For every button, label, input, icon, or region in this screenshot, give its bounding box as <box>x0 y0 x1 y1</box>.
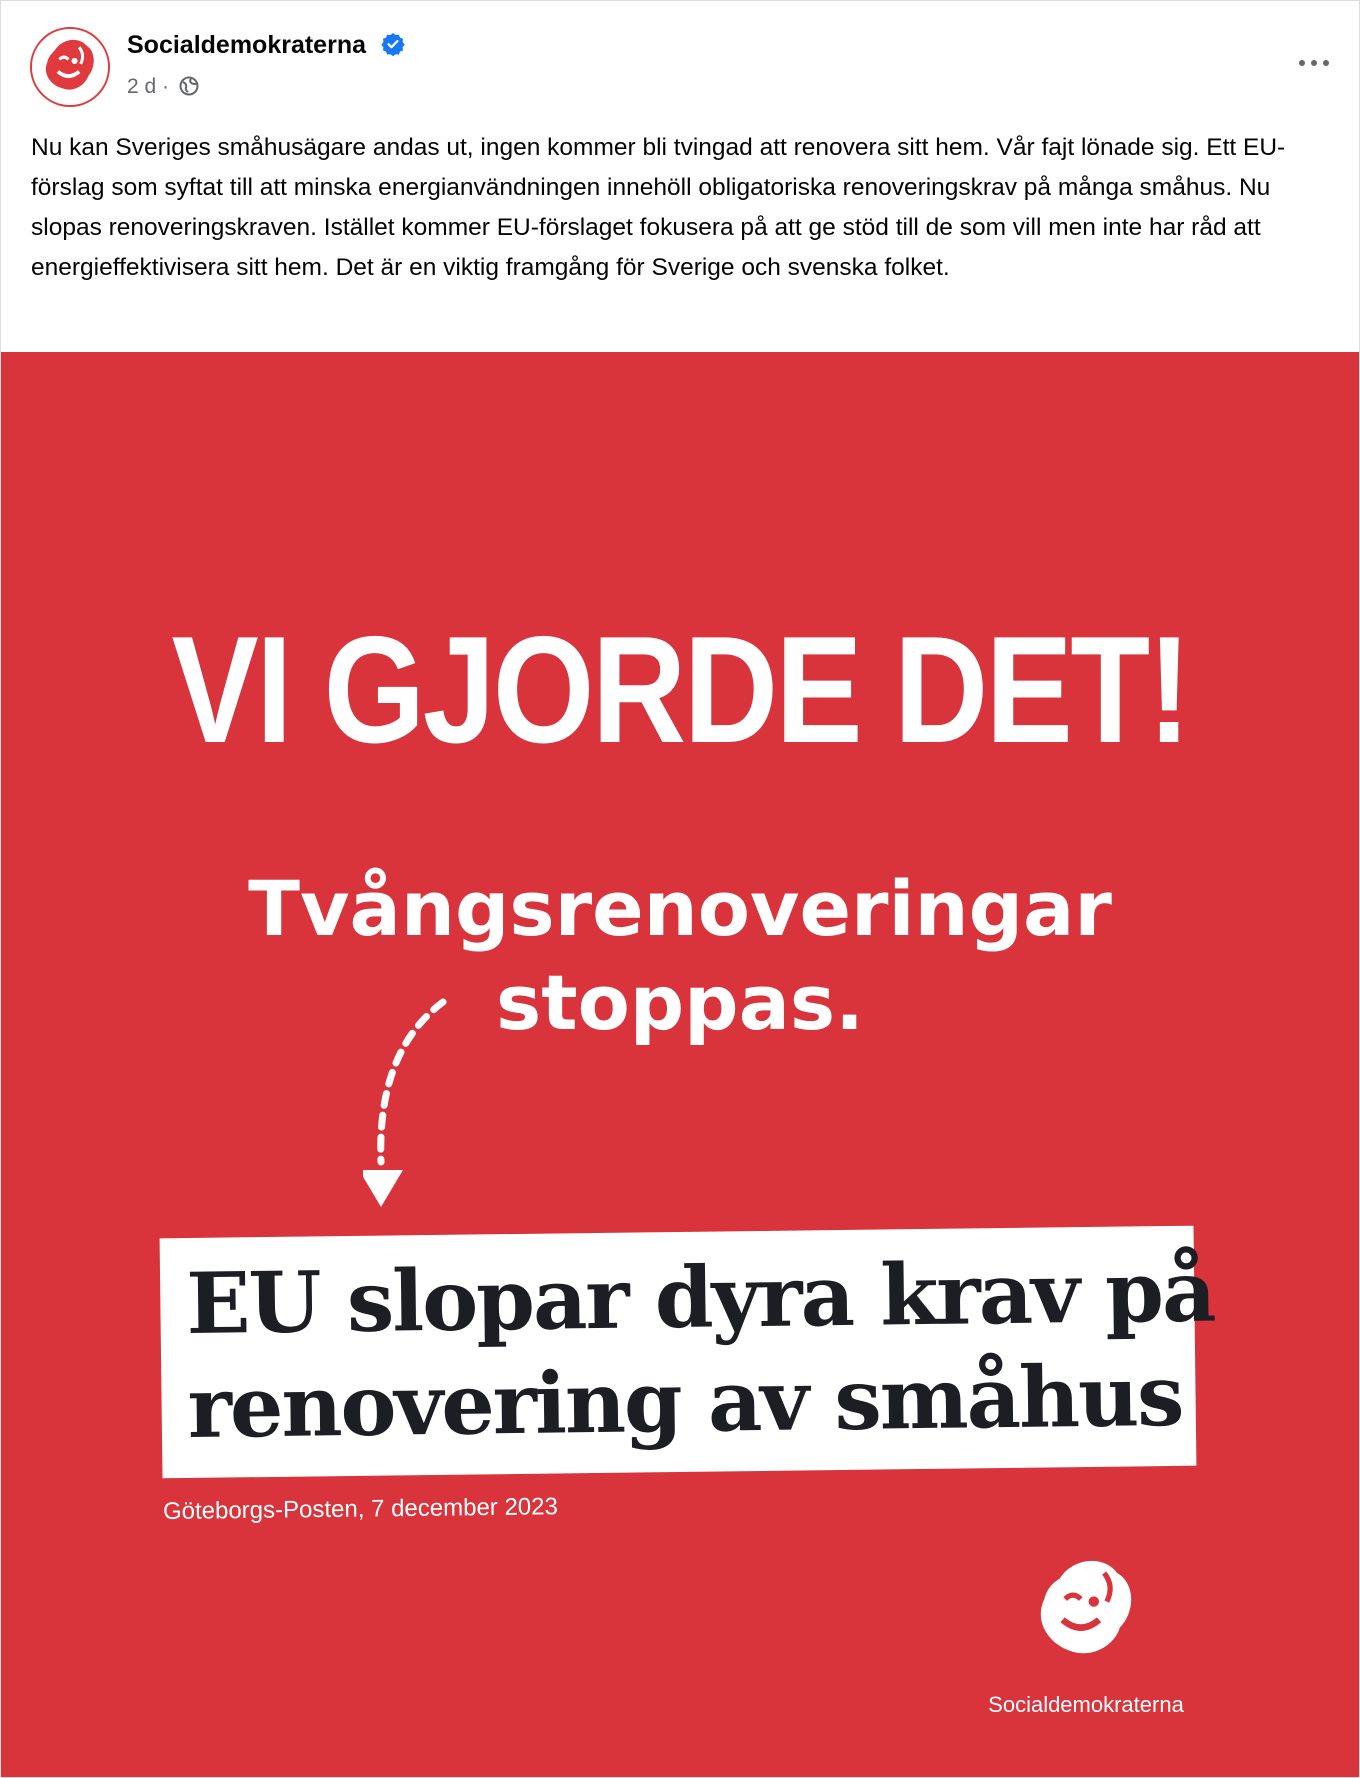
page-name-link[interactable]: Socialdemokraterna <box>127 31 366 59</box>
rose-logo-icon <box>32 29 108 105</box>
more-options-dot <box>1323 60 1329 66</box>
image-subhead <box>1 862 1359 1050</box>
clipping-line-2: renovering av småhus <box>187 1345 1183 1457</box>
meta-separator: · <box>162 75 170 98</box>
post-text: Nu kan Sveriges småhusägare andas ut, ingen kommer bli tvingad att renovera sitt hem. Vår fajt lönade sig. Ett EU-förslag som syftat till att minska energianvändningen innehöll obligatoriska renoveringskrav på många småhus. Nu slopas renoveringskraven. Istället kommer EU-förslaget fokusera på att ge stöd till de som vill men inte har råd att energieffektivisera sitt hem. Det är en viktig framgång för Sverige och svenska folket. <box>31 134 1286 281</box>
rose-logo-icon <box>1021 1547 1151 1677</box>
clipping-line-1: EU slopar dyra krav på <box>185 1241 1215 1353</box>
image-headline: VI GJORDE DET! <box>171 605 1189 775</box>
more-options-icon <box>1299 60 1305 66</box>
clipping-headline <box>185 1240 1215 1460</box>
post-timestamp[interactable]: 2 d <box>127 75 157 98</box>
page-avatar[interactable] <box>30 27 110 107</box>
more-options-dot <box>1311 60 1317 66</box>
post-meta <box>127 75 199 99</box>
logo-wordmark: Socialdemokraterna <box>988 1692 1184 1717</box>
newspaper-clipping <box>160 1226 1215 1479</box>
more-options-button[interactable] <box>1289 43 1339 83</box>
subhead-line-2: stoppas. <box>496 958 864 1047</box>
verified-badge-icon <box>381 32 405 56</box>
subhead-line-1: Tvångsrenoveringar <box>248 864 1112 953</box>
page-name-row <box>127 31 405 60</box>
clipping-source: Göteborgs-Posten, 7 december 2023 <box>162 1493 559 1525</box>
globe-icon[interactable] <box>179 76 199 96</box>
post-image[interactable] <box>1 352 1359 1777</box>
